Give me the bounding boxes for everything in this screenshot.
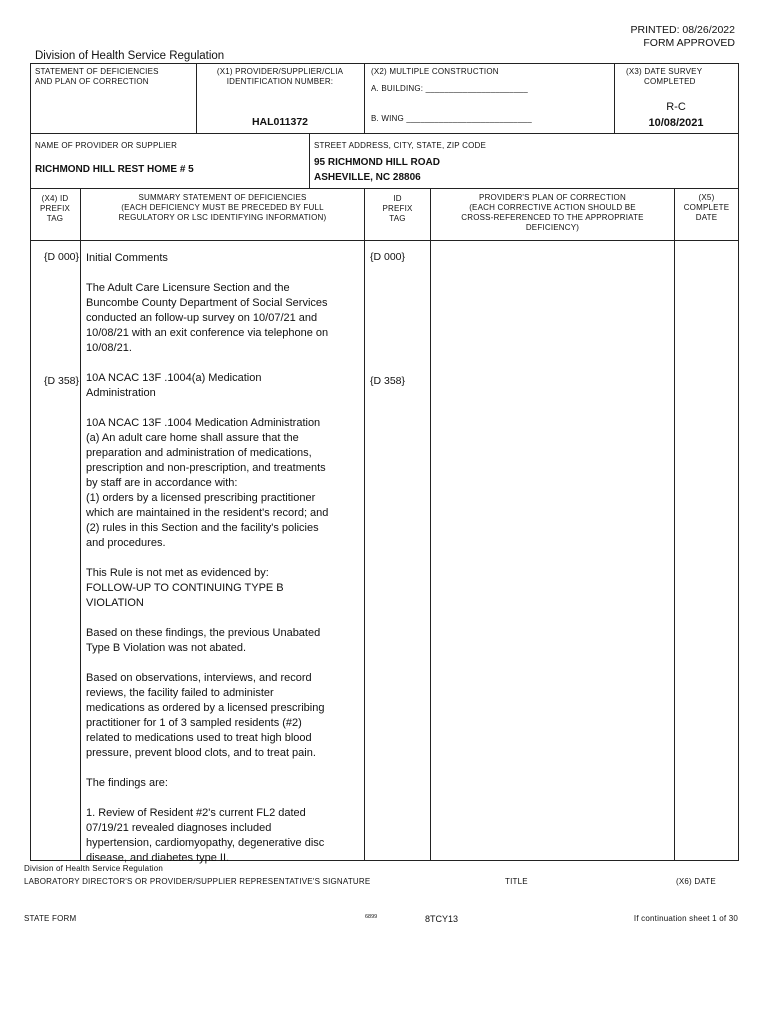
summary-header: SUMMARY STATEMENT OF DEFICIENCIES (EACH DEFICIENCY MUST BE PRECEDED BY FULL REGULATORY OR LSC IDENTIFYING INFORMATION) — [118, 193, 327, 222]
print-header — [631, 24, 735, 50]
box-address-divider — [30, 188, 739, 189]
id-header: ID PREFIX TAG — [382, 194, 413, 223]
tag-d358-right: {D 358} — [370, 375, 406, 387]
statement-label: STATEMENT OF DEFICIENCIES AND PLAN OF CORRECTION — [35, 67, 159, 86]
signature-label: LABORATORY DIRECTOR'S OR PROVIDER/SUPPLIER REPRESENTATIVE'S SIGNATURE — [24, 877, 371, 886]
x5-header: (X5) COMPLETE DATE — [683, 193, 730, 222]
paragraph-finding-1: 1. Review of Resident #2's current FL2 dated 07/19/21 revealed diagnoses included hypertension, cardiomyopathy, degenerative disc disease, and diabetes type II. — [86, 807, 325, 864]
provider-name: RICHMOND HILL REST HOME # 5 — [35, 164, 194, 175]
x4-header: (X4) ID PREFIX TAG — [39, 194, 71, 223]
paragraph-survey-intro: The Adult Care Licensure Section and the Buncombe County Department of Social Services conducted an follow-up survey on 10/07/21 and 10/08/21 with an exit conference via telephone on 10/08/21. — [86, 282, 329, 354]
form-number: 6899 — [365, 914, 378, 920]
title-label: TITLE — [505, 877, 528, 886]
form-approved: FORM APPROVED — [643, 37, 735, 49]
heading-initial-comments: Initial Comments — [86, 252, 168, 264]
footer-agency: Division of Health Service Regulation — [24, 864, 164, 873]
x2-label: (X2) MULTIPLE CONSTRUCTION — [371, 67, 499, 76]
col-sep-2 — [364, 188, 365, 860]
heading-medication-administration: 10A NCAC 13F .1004(a) Medication Administration — [86, 372, 262, 399]
x3-rc: R-C — [666, 101, 686, 113]
x1-value: HAL011372 — [251, 116, 309, 128]
x2-building: A. BUILDING: ______________________ — [371, 84, 528, 93]
box-top-border — [30, 63, 739, 64]
x1-separator — [196, 63, 197, 133]
x3-date: 10/08/2021 — [648, 117, 704, 129]
paragraph-rule-not-met: This Rule is not met as evidenced by: FOLLOW-UP TO CONTINUING TYPE B VIOLATION — [86, 567, 284, 609]
printed-date: PRINTED: 08/26/2022 — [630, 24, 735, 36]
paragraph-findings-are: The findings are: — [86, 777, 168, 789]
x1-label: (X1) PROVIDER/SUPPLIER/CLIA IDENTIFICATION NUMBER: — [216, 67, 344, 86]
column-header-divider — [30, 240, 739, 241]
x2-wing: B. WING ___________________________ — [371, 114, 532, 123]
tag-d358: {D 358} — [44, 375, 80, 387]
x3-label: (X3) DATE SURVEY COMPLETED — [626, 67, 703, 86]
address-separator — [309, 133, 310, 188]
state-form-label: STATE FORM — [24, 914, 77, 923]
address-line2: ASHEVILLE, NC 28806 — [314, 172, 421, 183]
col-sep-4 — [674, 188, 675, 860]
paragraph-rule-text: 10A NCAC 13F .1004 Medication Administration (a) An adult care home shall assure that the preparation and administration of medications, prescription and non-prescription, and treatments by staff are in accordance with: (1) orders by a licensed prescribing practitioner which are maintained in the resident's record; and (2) rules in this Section and the facility's policies and procedures. — [86, 417, 329, 549]
col-sep-1 — [80, 188, 81, 860]
continuation-label: If continuation sheet 1 of 30 — [633, 914, 738, 923]
col-sep-3 — [430, 188, 431, 860]
box-row-divider — [30, 133, 739, 134]
provider-label: NAME OF PROVIDER OR SUPPLIER — [35, 141, 178, 150]
address-line1: 95 RICHMOND HILL ROAD — [314, 157, 440, 168]
x2-separator — [364, 63, 365, 133]
event-id: 8TCY13 — [425, 914, 459, 924]
tag-d000-right: {D 000} — [370, 251, 406, 263]
agency-name: Division of Health Service Regulation — [35, 50, 225, 62]
plan-header: PROVIDER'S PLAN OF CORRECTION (EACH CORRECTIVE ACTION SHOULD BE CROSS-REFERENCED TO THE APPROPRIATE DEFICIENCY) — [461, 193, 644, 232]
box-left-border — [30, 63, 31, 860]
box-right-border — [738, 63, 739, 860]
paragraph-based-on-observations: Based on observations, interviews, and record reviews, the facility failed to administer medications as ordered by a licensed prescribing practitioner for 1 of 3 sampled residents (#2) related to medications used to treat high blood pressure, prevent blood clots, and to treat pain. — [86, 672, 325, 759]
x6-date-label: (X6) DATE — [676, 877, 716, 886]
paragraph-unabated: Based on these findings, the previous Unabated Type B Violation was not abated. — [86, 627, 321, 654]
tag-d000: {D 000} — [44, 251, 80, 263]
address-label: STREET ADDRESS, CITY, STATE, ZIP CODE — [314, 141, 487, 150]
summary-content — [86, 251, 362, 881]
